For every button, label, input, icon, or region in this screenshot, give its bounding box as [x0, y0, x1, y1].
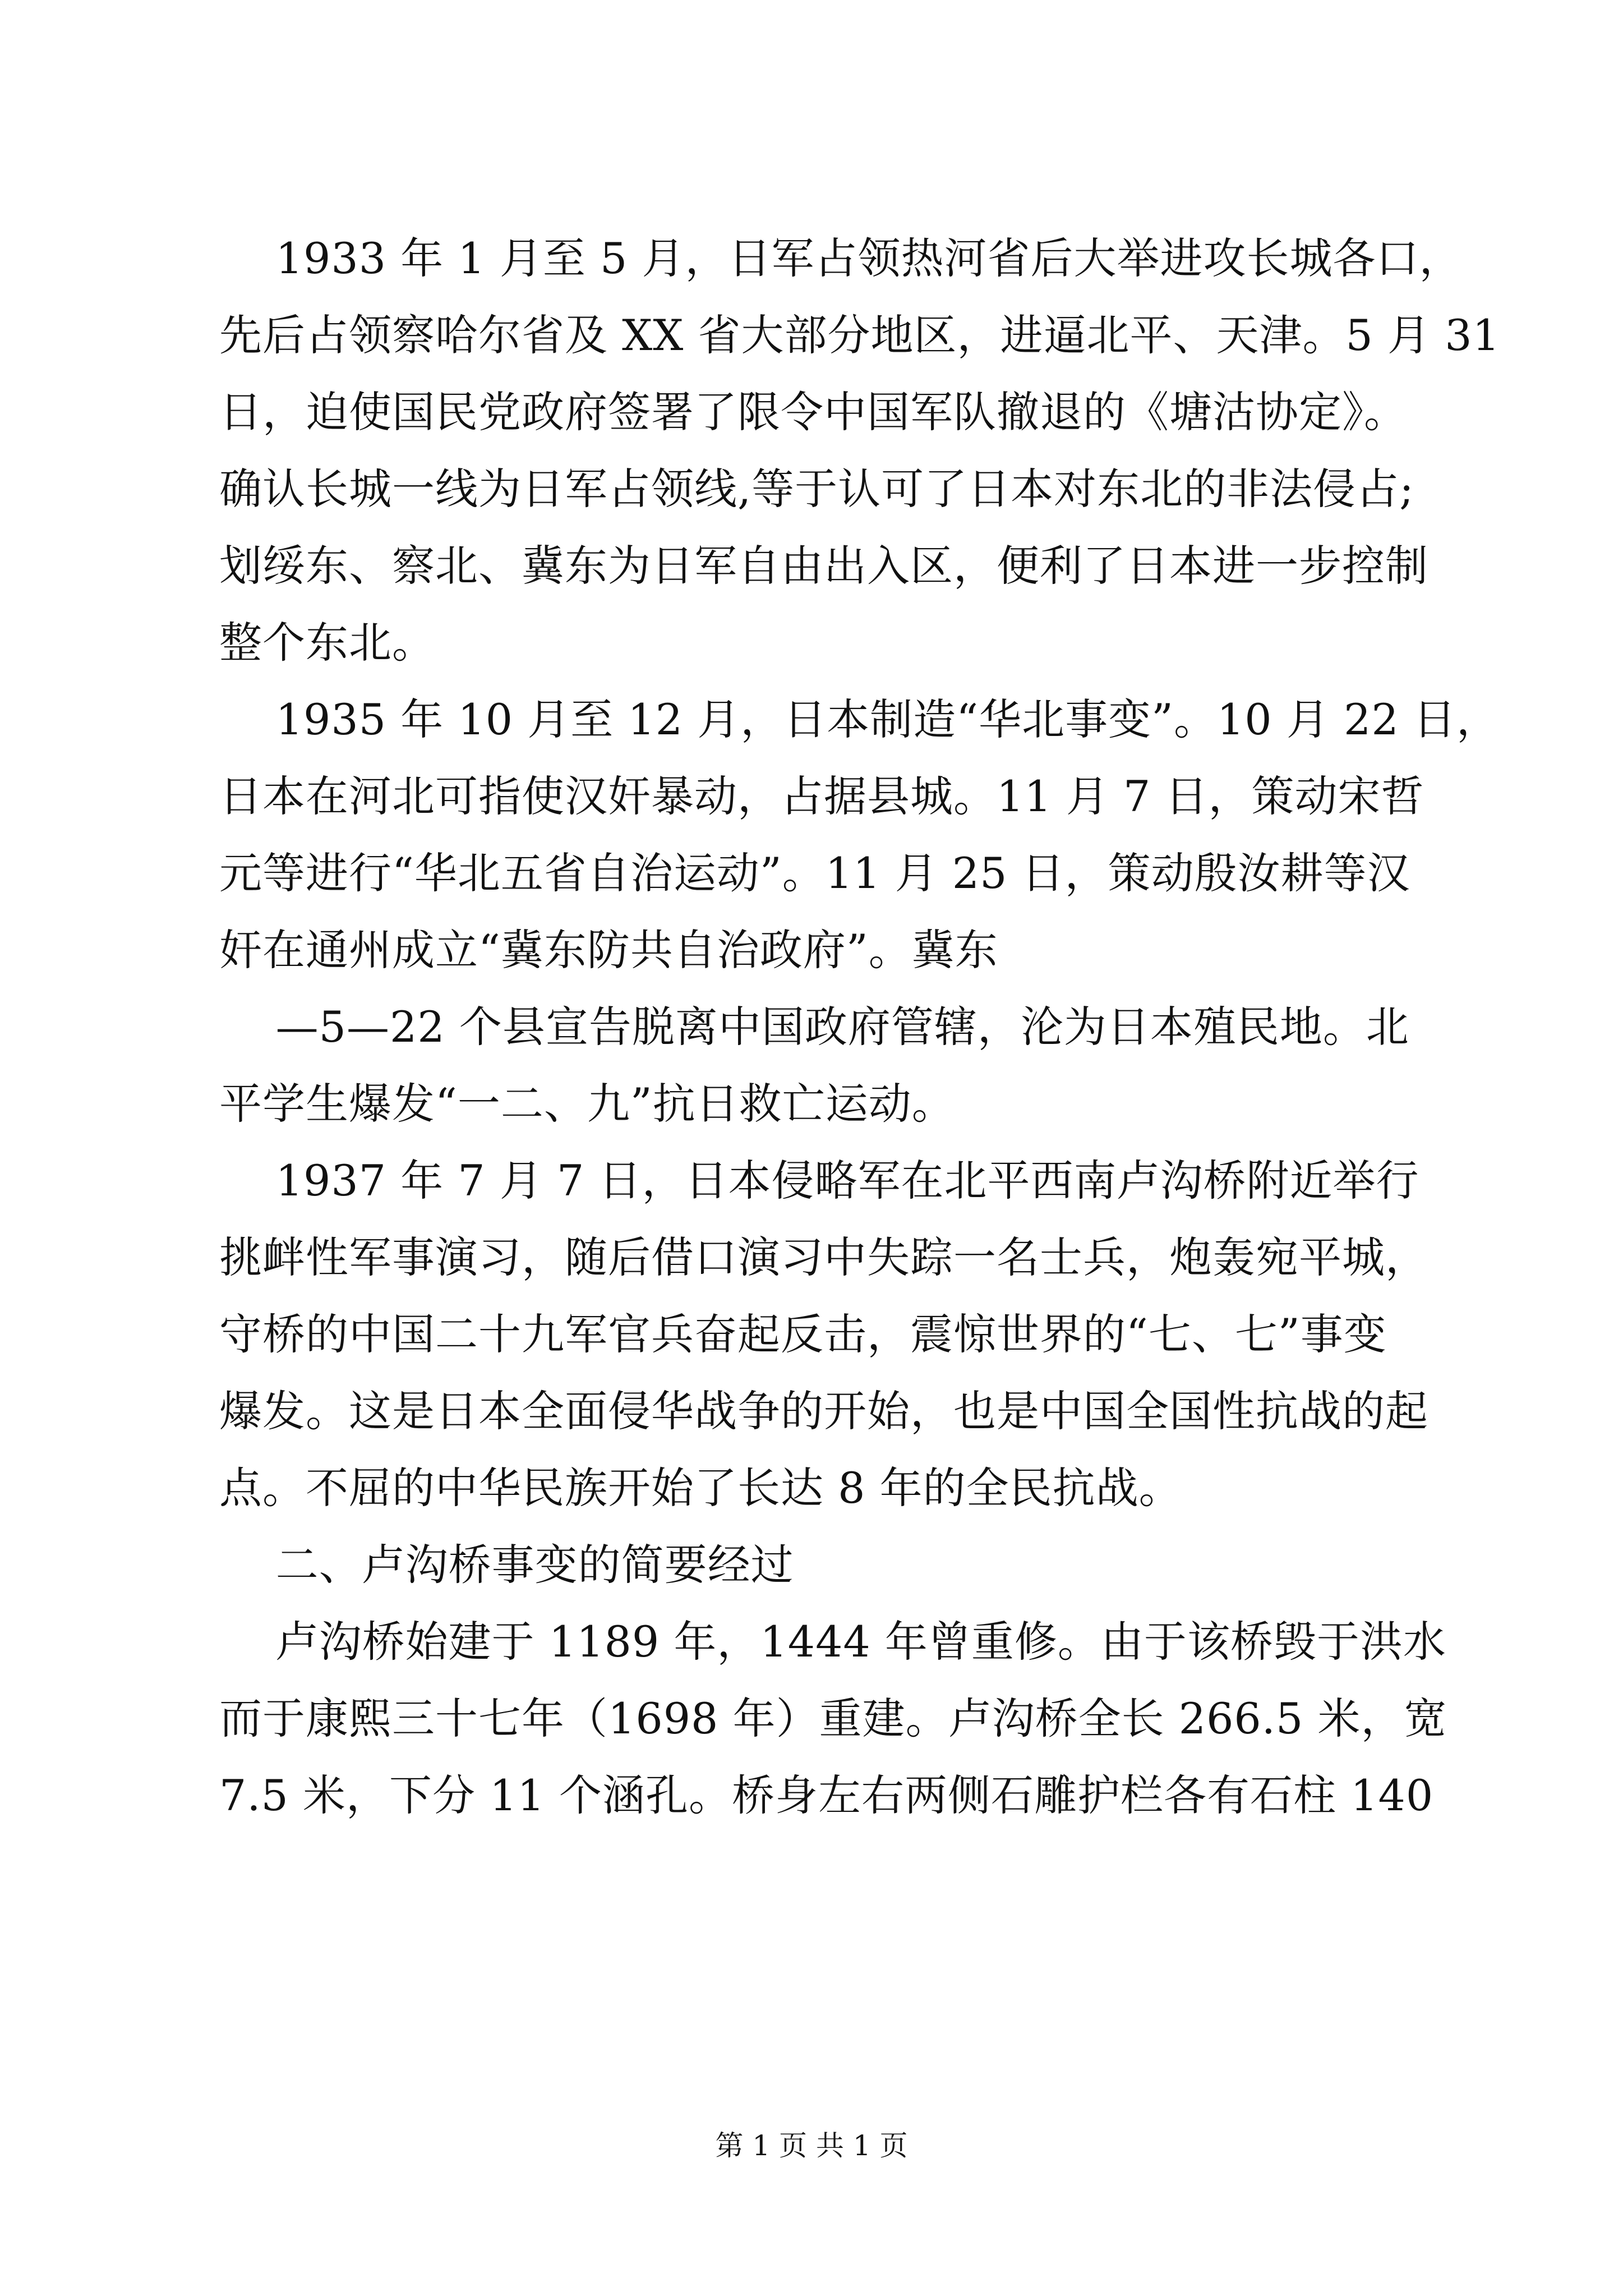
text-line: 整个东北。: [219, 618, 435, 668]
text-line: 而于康熙三十七年（1698 年）重建。卢沟桥全长 266.5 米，宽: [219, 1694, 1447, 1743]
text-line: 点。不屈的中华民族开始了长达 8 年的全民抗战。: [219, 1463, 1182, 1513]
text-line: 划绥东、察北、冀东为日军自由出入区，便利了日本进一步控制: [219, 541, 1428, 591]
text-line: 1935 年 10 月至 12 月，日本制造“华北事变”。10 月 22 日，: [219, 694, 1500, 744]
text-line: 1937 年 7 月 7 日，日本侵略军在北平西南卢沟桥附近举行: [219, 1156, 1419, 1205]
page-footer: [0, 2126, 1623, 2165]
text-line: 卢沟桥始建于 1189 年，1444 年曾重修。由于该桥毁于洪水: [219, 1617, 1446, 1667]
text-line: 日本在河北可指使汉奸暴动，占据县城。11 月 7 日，策动宋哲: [219, 771, 1424, 821]
text-line: 爆发。这是日本全面侵华战争的开始，也是中国全国性抗战的起: [219, 1386, 1428, 1436]
page-number-label: 第 1 页 共 1 页: [715, 2129, 908, 2162]
text-line: —5—22 个县宣告脱离中国政府管辖，沦为日本殖民地。北: [219, 1002, 1409, 1052]
text-line: 7.5 米，下分 11 个涵孔。桥身左右两侧石雕护栏各有石柱 140: [219, 1770, 1434, 1820]
document-body: [219, 220, 1500, 1834]
text-line: 日，迫使国民党政府签署了限令中国军队撤退的《塘沽协定》。: [219, 387, 1407, 437]
text-line: 1933 年 1 月至 5 月，日军占领热河省后大举进攻长城各口，: [219, 233, 1463, 283]
text-line: 先后占领察哈尔省及 XX 省大部分地区，进逼北平、天津。5 月 31: [219, 310, 1500, 360]
text-line: 平学生爆发“一二、九”抗日救亡运动。: [219, 1079, 955, 1129]
text-line: 确认长城一线为日军占领线,等于认可了日本对东北的非法侵占;: [219, 464, 1414, 514]
text-line: 奸在通州成立“冀东防共自治政府”。冀东: [219, 925, 998, 975]
text-line: 元等进行“华北五省自治运动”。11 月 25 日，策动殷汝耕等汉: [219, 848, 1410, 898]
text-line: 挑衅性军事演习，随后借口演习中失踪一名士兵，炮轰宛平城，: [219, 1232, 1428, 1282]
section-heading: 二、卢沟桥事变的简要经过: [219, 1540, 794, 1590]
text-line: 守桥的中国二十九军官兵奋起反击，震惊世界的“七、七”事变: [219, 1309, 1387, 1359]
